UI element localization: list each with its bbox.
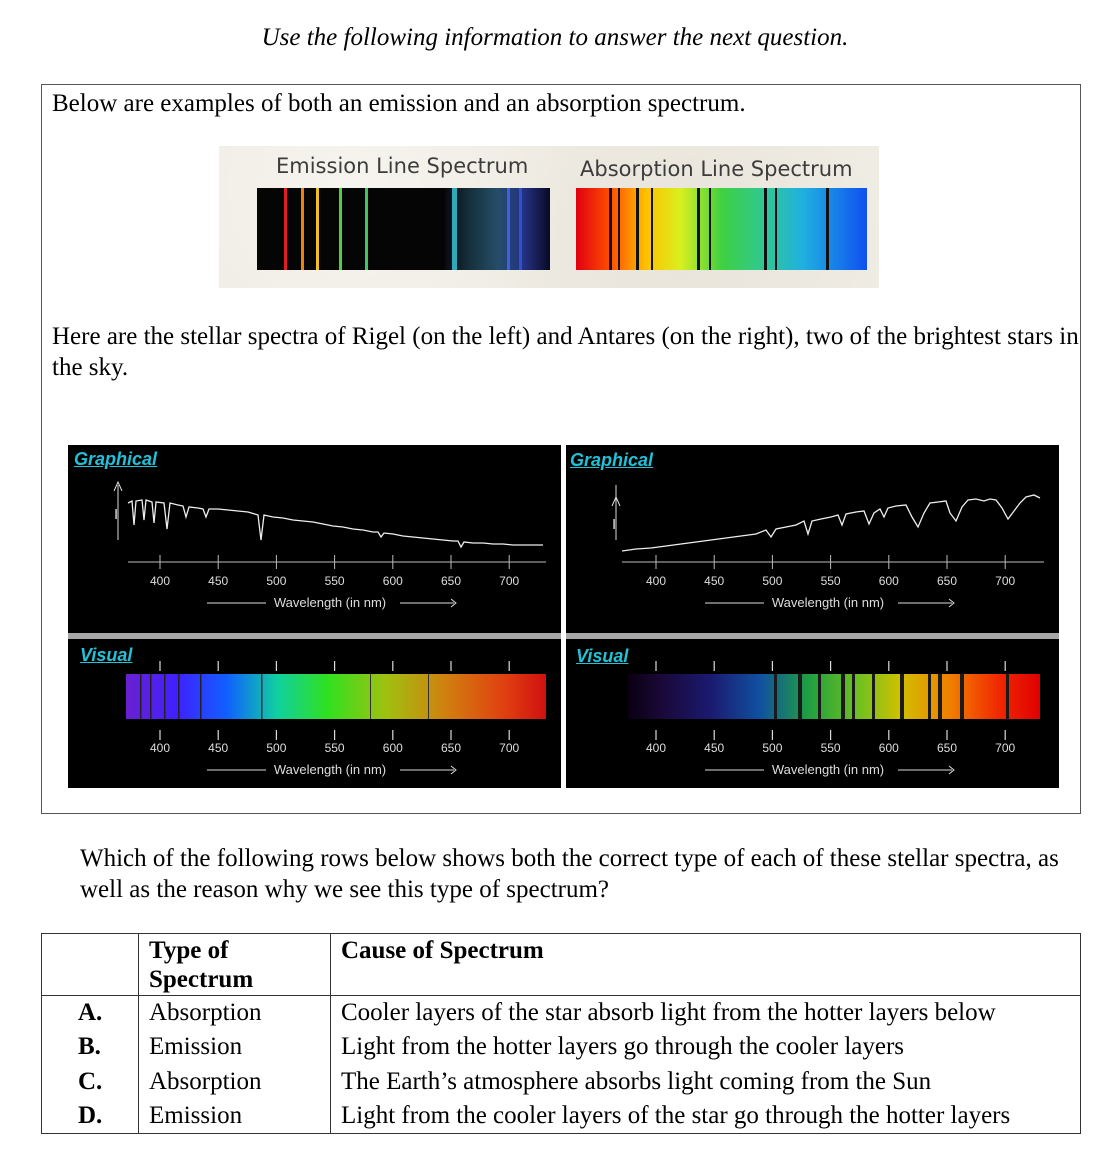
rigel-visual-tick-label: 650 — [440, 741, 462, 755]
option-cause: Cooler layers of the star absorb light from the hotter layers below — [331, 996, 1081, 1031]
rigel-graph-tick-label: 700 — [499, 574, 520, 588]
table-row[interactable] — [42, 1065, 1081, 1100]
option-type: Absorption — [139, 996, 331, 1031]
absorption-title: Absorption Line Spectrum — [580, 157, 853, 181]
table-row[interactable] — [42, 1099, 1081, 1134]
antares-intensity-curve — [622, 495, 1040, 551]
option-letter: B. — [42, 1030, 139, 1065]
rigel-visual-tick-label: 500 — [266, 741, 287, 755]
antares-graph-tick-label: 500 — [762, 574, 783, 588]
rigel-visual-tick-label: 550 — [324, 741, 345, 755]
rigel-graph-tick-label: 500 — [266, 574, 287, 588]
rigel-spectrum-graph — [68, 445, 561, 788]
antares-spectrum-graph — [566, 445, 1059, 788]
rigel-visual-band — [126, 674, 546, 719]
antares-visual-band — [628, 674, 1040, 719]
antares-graph-tick-label: 650 — [936, 574, 958, 588]
rigel-visual-tick-label: 600 — [382, 741, 403, 755]
option-letter: D. — [42, 1099, 139, 1134]
header-cause: Cause of Spectrum — [331, 934, 1081, 996]
header-type: Type of Spectrum — [139, 934, 331, 996]
option-type: Absorption — [139, 1065, 331, 1100]
antares-visual-top-marks — [656, 661, 1005, 671]
antares-visual-tick-label: 550 — [820, 741, 841, 755]
antares-graph-tick-label: 600 — [878, 574, 899, 588]
antares-axis-symbol: I — [612, 516, 617, 533]
emission-title: Emission Line Spectrum — [276, 154, 529, 178]
option-cause: Light from the hotter layers go through the cooler layers — [331, 1030, 1081, 1065]
antares-graph-tick-label: 400 — [645, 574, 667, 588]
table-header-row — [42, 934, 1081, 996]
table-row[interactable] — [42, 1030, 1081, 1065]
rigel-graph-ticks — [150, 555, 520, 588]
antares-visual-tick-label: 650 — [936, 741, 958, 755]
absorption-spectrum-strip — [576, 188, 867, 270]
rigel-graph-tick-label: 650 — [440, 574, 462, 588]
antares-visual-tick-label: 500 — [762, 741, 783, 755]
antares-visual-tick-label: 450 — [704, 741, 725, 755]
option-cause: The Earth’s atmosphere absorbs light coming from the Sun — [331, 1065, 1081, 1100]
rigel-intensity-axis — [114, 482, 122, 540]
rigel-visual-label: Visual — [80, 645, 133, 665]
rigel-xlabel-graph: Wavelength (in nm) — [273, 595, 387, 610]
rigel-graph-tick-label: 400 — [149, 574, 171, 588]
antares-graphical-label: Graphical — [570, 450, 654, 470]
table-row[interactable] — [42, 996, 1081, 1031]
option-letter: A. — [42, 996, 139, 1031]
antares-visual-label: Visual — [576, 646, 629, 666]
antares-spectrum-panel — [566, 445, 1059, 788]
rigel-graphical-label: Graphical — [74, 449, 158, 469]
question-text: Which of the following rows below shows both the correct type of each of these stellar spectra, as well as the reason why we see this type of spectrum? — [80, 845, 1059, 903]
antares-visual-tick-label: 700 — [995, 741, 1016, 755]
option-letter: C. — [42, 1065, 139, 1100]
antares-xlabel-visual: Wavelength (in nm) — [771, 762, 885, 777]
emission-spectrum-strip — [257, 188, 550, 270]
instruction-text: Use the following information to answer the next question. — [261, 24, 849, 51]
stellar-intro-paragraph: Here are the stellar spectra of Rigel (on the left) and Antares (on the right), two of the brightest stars in the sky. — [52, 323, 1079, 381]
rigel-visual-top-marks — [160, 661, 509, 671]
spectrum-examples-figure — [219, 146, 879, 288]
option-type: Emission — [139, 1030, 331, 1065]
rigel-spectrum-panel — [68, 445, 561, 788]
rigel-axis-symbol: I — [114, 506, 119, 523]
antares-visual-tick-label: 600 — [878, 741, 899, 755]
option-cause: Light from the cooler layers of the star go through the hotter layers — [331, 1099, 1081, 1134]
rigel-visual-tick-label: 700 — [499, 741, 520, 755]
rigel-intensity-curve — [128, 500, 543, 547]
antares-graph-ticks — [646, 555, 1016, 588]
antares-graph-tick-label: 450 — [704, 574, 725, 588]
intro-paragraph: Below are examples of both an emission and an absorption spectrum. — [52, 90, 746, 117]
header-blank — [42, 934, 139, 996]
rigel-graph-tick-label: 550 — [324, 574, 345, 588]
rigel-graph-tick-label: 600 — [382, 574, 403, 588]
antares-graph-tick-label: 700 — [995, 574, 1016, 588]
rigel-visual-tick-label: 450 — [208, 741, 229, 755]
antares-graph-tick-label: 550 — [820, 574, 841, 588]
antares-intensity-axis — [612, 485, 620, 540]
antares-visual-tick-label: 400 — [645, 741, 667, 755]
rigel-xlabel-visual: Wavelength (in nm) — [273, 762, 387, 777]
rigel-visual-ticks — [150, 730, 520, 755]
option-type: Emission — [139, 1099, 331, 1134]
antares-xlabel-graph: Wavelength (in nm) — [771, 595, 885, 610]
rigel-visual-tick-label: 400 — [149, 741, 171, 755]
antares-visual-ticks — [646, 730, 1016, 755]
answer-table — [41, 933, 1081, 1134]
rigel-graph-tick-label: 450 — [208, 574, 229, 588]
